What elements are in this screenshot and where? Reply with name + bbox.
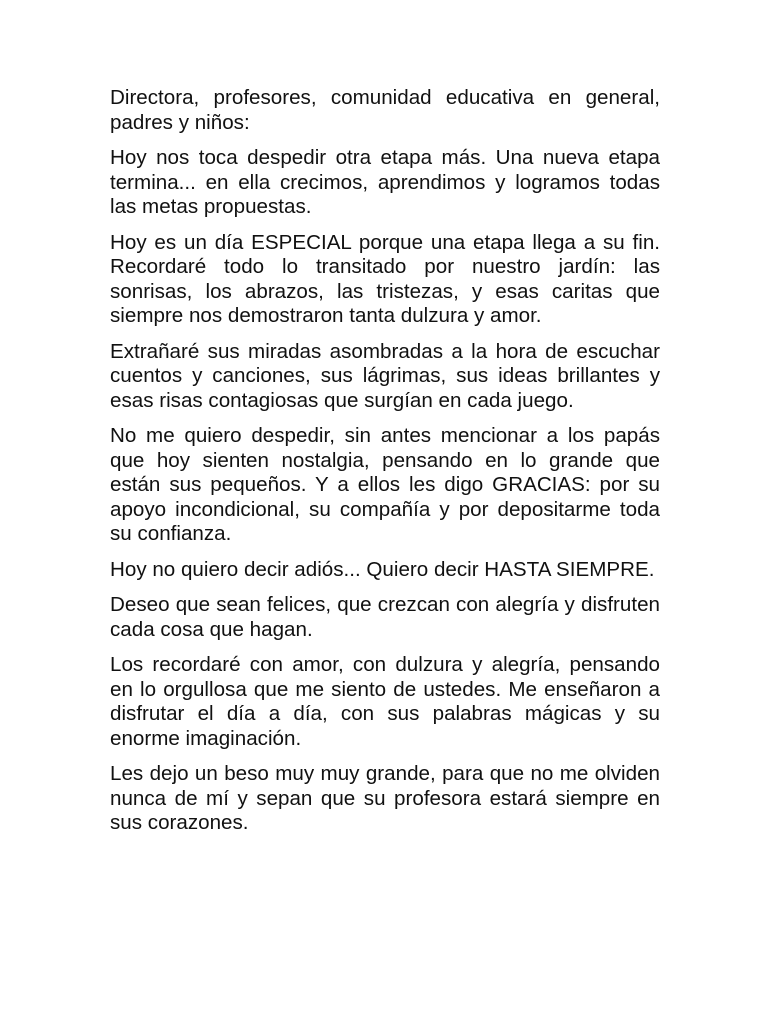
document-page [110, 86, 660, 847]
paragraph-special-day: Hoy es un día ESPECIAL porque una etapa llega a su fin. Recordaré todo lo transitado por nuestro jardín: las sonrisas, los abrazos, las tristezas, y esas caritas que siempre nos demostraron tanta dulzura y amor. [110, 230, 660, 327]
paragraph-closing: Les dejo un beso muy muy grande, para que no me olviden nunca de mí y sepan que su profesora estará siempre en sus corazones. [110, 762, 660, 834]
paragraph-greeting: Directora, profesores, comunidad educativa en general, padres y niños: [110, 86, 660, 134]
paragraph-wishes: Deseo que sean felices, que crezcan con alegría y disfruten cada cosa que hagan. [110, 593, 660, 641]
paragraph-hasta-siempre: Hoy no quiero decir adiós... Quiero decir HASTA SIEMPRE. [110, 557, 655, 581]
paragraph-miss-you: Extrañaré sus miradas asombradas a la hora de escuchar cuentos y canciones, sus lágrimas, sus ideas brillantes y esas risas contagiosas que surgían en cada juego. [110, 339, 660, 412]
paragraph-parents: No me quiero despedir, sin antes mencionar a los papás que hoy sienten nostalgia, pensando en lo grande que están sus pequeños. Y a ellos les digo GRACIAS: por su apoyo incondicional, su compañía y por depositarme toda su confianza. [110, 424, 660, 545]
paragraph-remember: Los recordaré con amor, con dulzura y alegría, pensando en lo orgullosa que me siento de ustedes. Me enseñaron a disfrutar el día a día, con sus palabras mágicas y su enorme imaginación. [110, 653, 660, 750]
paragraph-farewell-stage: Hoy nos toca despedir otra etapa más. Una nueva etapa termina... en ella crecimos, aprendimos y logramos todas las metas propuestas. [110, 146, 660, 218]
